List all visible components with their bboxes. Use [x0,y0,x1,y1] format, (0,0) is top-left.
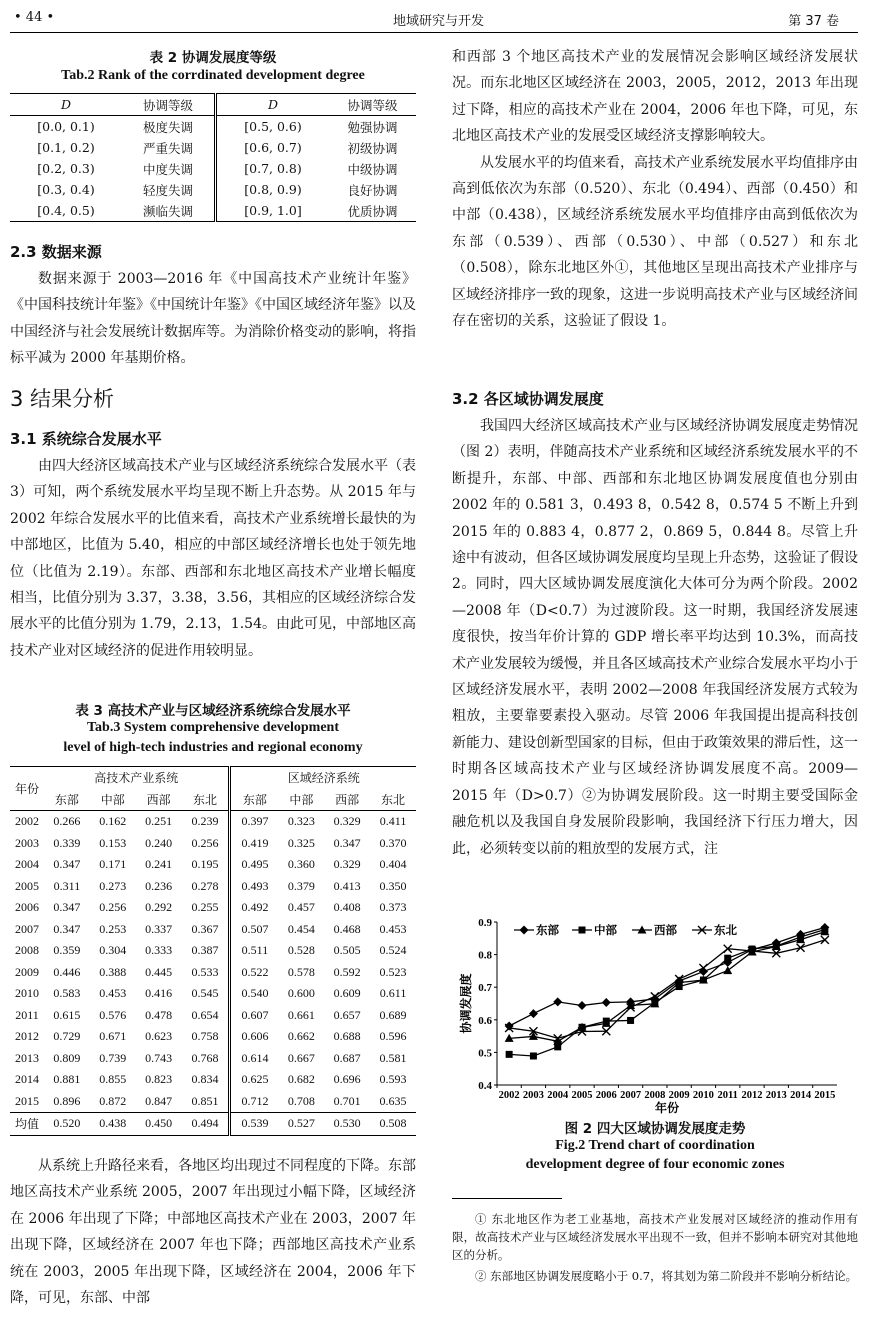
value-cell: 0.493 [230,876,278,898]
table2-caption-cn: 表 2 协调发展度等级 [149,50,277,66]
value-cell: 0.347 [53,921,81,936]
table3-caption-cn: 表 3 高技术产业与区域经济系统综合发展水平 [75,703,351,719]
table2 [10,93,416,222]
value-cell: 0.370 [379,835,407,850]
value-cell: 0.662 [287,1029,315,1044]
value-cell: 0.540 [230,983,278,1005]
value-cell: 0.347 [53,857,81,872]
paragraph: 从发展水平的均值来看，高技术产业系统发展水平均值排序由高到低依次为东部（0.520）、东北（0.494）、西部（0.450）和中部（0.438），区域经济系统发展水平均值排序由高到低依次为东部（0.539）、西部（0.530）、中部（0.527）和东北（0.508），除东北地区外①，其他地区呈现出高技术产业排序与区域经济排序一致的现象，这进一步说明高技术产业与区域经济间存在密切的关系，这验证了假设 1。 [452,154,858,330]
year-cell: 均值 [14,1117,39,1132]
range-cell: [0.1, 0.2) [37,140,95,155]
range-cell: [0.9, 1.0] [216,200,330,222]
value-cell: 0.533 [191,964,219,979]
x-tick-label: 2011 [717,1090,738,1101]
table3-caption-en: level of high-tech industries and regional economy [63,740,363,755]
value-cell: 0.896 [53,1093,81,1108]
table-row [10,137,416,158]
value-cell: 0.581 [379,1050,407,1065]
table-row [10,811,416,833]
year-cell: 2005 [15,878,39,893]
year-cell: 2004 [15,857,39,872]
table-row [10,1048,416,1070]
value-cell: 0.445 [145,964,173,979]
value-cell: 0.511 [230,940,278,962]
value-cell: 0.520 [53,1116,81,1131]
value-cell: 0.337 [145,921,173,936]
value-cell: 0.416 [145,986,173,1001]
value-cell: 0.696 [333,1072,361,1087]
value-cell: 0.273 [99,878,127,893]
value-cell: 0.453 [99,986,127,1001]
value-cell: 0.528 [287,943,315,958]
table2-header-level: 协调等级 [142,97,193,113]
value-cell: 0.708 [287,1093,315,1108]
value-cell: 0.729 [53,1029,81,1044]
x-tick-label: 2006 [595,1090,617,1101]
level-cell: 濒临失调 [142,203,193,219]
legend-label: 东部 [536,923,559,937]
section-3-heading: 3 结果分析 [10,387,115,411]
section-2-3-heading: 2.3 数据来源 [10,243,102,261]
range-cell: [0.8, 0.9) [216,179,330,200]
value-cell: 0.339 [53,835,81,850]
figure2-caption-cn: 图 2 四大区域协调发展度走势 [564,1121,746,1137]
range-cell: [0.6, 0.7) [216,137,330,158]
year-cell: 2011 [15,1007,39,1022]
section-3-2-body [452,413,858,862]
table-row [10,919,416,941]
value-cell: 0.171 [99,857,127,872]
year-cell: 2003 [15,835,39,850]
year-cell: 2008 [15,943,39,958]
value-cell: 0.329 [333,814,361,829]
section-3-1-heading: 3.1 系统综合发展水平 [10,430,162,448]
table-row [10,833,416,855]
value-cell: 0.524 [379,943,407,958]
range-cell: [0.4, 0.5) [37,203,95,218]
value-cell: 0.809 [53,1050,81,1065]
region-header: 东部 [230,789,278,811]
value-cell: 0.251 [145,814,173,829]
table-row [10,1026,416,1048]
level-cell: 中度失调 [142,161,193,177]
value-cell: 0.592 [333,964,361,979]
value-cell: 0.404 [379,857,407,872]
level-cell: 轻度失调 [142,182,193,198]
value-cell: 0.855 [99,1072,127,1087]
value-cell: 0.689 [379,1007,407,1022]
value-cell: 0.623 [145,1029,173,1044]
value-cell: 0.408 [333,900,361,915]
value-cell: 0.240 [145,835,173,850]
x-tick-label: 2010 [692,1090,714,1101]
value-cell: 0.413 [333,878,361,893]
value-cell: 0.712 [230,1091,278,1113]
value-cell: 0.387 [191,943,219,958]
value-cell: 0.635 [379,1093,407,1108]
value-cell: 0.596 [379,1029,407,1044]
value-cell: 0.367 [191,921,219,936]
value-cell: 0.625 [230,1069,278,1091]
value-cell: 0.373 [379,900,407,915]
data-point [553,997,562,1006]
value-cell: 0.682 [287,1072,315,1087]
x-tick-label: 2015 [814,1090,836,1101]
year-cell: 2002 [15,814,39,829]
region-header: 东北 [193,792,218,807]
value-cell: 0.454 [287,921,315,936]
value-cell: 0.607 [230,1005,278,1027]
data-point [505,1021,514,1030]
region-header: 西部 [146,792,171,807]
value-cell: 0.615 [53,1007,81,1022]
level-cell: 优质协调 [347,203,398,219]
table-row [10,876,416,898]
range-cell: [0.7, 0.8) [216,158,330,179]
figure2-line-chart [452,912,858,1117]
range-cell: [0.5, 0.6) [216,116,330,138]
value-cell: 0.347 [53,900,81,915]
table3-group-economy: 区域经济系统 [230,767,416,789]
x-tick-label: 2009 [668,1090,690,1101]
value-cell: 0.654 [191,1007,219,1022]
value-cell: 0.768 [191,1050,219,1065]
x-tick-label: 2007 [620,1090,642,1101]
region-header: 西部 [335,792,360,807]
value-cell: 0.494 [191,1116,219,1131]
value-cell: 0.743 [145,1050,173,1065]
level-cell: 极度失调 [142,119,193,135]
value-cell: 0.411 [379,814,407,829]
year-cell: 2013 [15,1050,39,1065]
value-cell: 0.347 [333,835,361,850]
legend-label: 东北 [714,923,737,937]
footnote-1: ① 东北地区作为老工业基地，高技术产业发展对区域经济的推动作用有限，故高技术产业与区域经济发展水平出现不一致，但并不影响本研究对其他地区的分析。 [452,1212,858,1262]
value-cell: 0.450 [145,1116,173,1131]
paragraph: 从系统上升路径来看，各地区均出现过不同程度的下降。东部地区高技术产业系统 2005，2007 年出现过小幅下降，区域经济在 2006 年出现了下降；中部地区高技术产业在 2003，2007 年出现下降，区域经济在 2007 年也下降；西部地区高技术产业系统在 2003，2005 年出现下降，区域经济在 2004，2006 年下降，可见，东部、中部 [10,1158,416,1307]
level-cell: 勉强协调 [347,119,398,135]
level-cell: 严重失调 [142,140,193,156]
range-cell: [0.0, 0.1) [37,119,95,134]
range-cell: [0.2, 0.3) [37,161,95,176]
value-cell: 0.758 [191,1029,219,1044]
data-point [529,1032,538,1040]
value-cell: 0.530 [333,1116,361,1131]
value-cell: 0.457 [287,900,315,915]
value-cell: 0.701 [333,1093,361,1108]
footnote-2: ② 东部地区协调发展度略小于 0.7，将其划为第二阶段并不影响分析结论。 [475,1269,858,1283]
table-row [10,897,416,919]
value-cell: 0.505 [333,943,361,958]
data-point [821,936,829,944]
level-cell: 中级协调 [347,161,398,177]
value-cell: 0.583 [53,986,81,1001]
legend-marker [520,926,529,935]
section-3-1-body [10,453,416,664]
x-tick-label: 2008 [644,1090,666,1101]
x-tick-label: 2013 [765,1090,787,1101]
value-cell: 0.881 [53,1072,81,1087]
paragraph: 由四大经济区域高技术产业与区域经济系统综合发展水平（表 3）可知，两个系统发展水平均呈现不断上升态势。从 2015 年与 2002 年综合发展水平的比值来看，高技术产业系统增长最快的为中部地区，比值为 5.40，相应的中部区域经济增长也处于领先地位（比值为 2.19）。东部、西部和东北地区高技术产业增长幅度相当，比值分别为 3.37，3.38，3.56，其相应的区域经济综合发展水平的比值分别为 1.79，2.13，1.54。由此可见，中部地区高技术产业对区域经济的促进作用较明显。 [10,458,416,659]
value-cell: 0.359 [53,943,81,958]
value-cell: 0.333 [145,943,173,958]
table-row [10,940,416,962]
year-cell: 2007 [15,921,39,936]
value-cell: 0.492 [230,897,278,919]
value-cell: 0.508 [379,1116,407,1131]
value-cell: 0.304 [99,943,127,958]
table-row [10,983,416,1005]
legend-marker [579,927,586,934]
table2-header-level: 协调等级 [347,97,398,113]
table2-header-d: D [216,94,330,116]
year-cell: 2009 [15,964,39,979]
year-cell: 2006 [15,900,39,915]
table3-header-year: 年份 [10,767,44,811]
value-cell: 0.606 [230,1026,278,1048]
table-row [10,1113,416,1136]
value-cell: 0.350 [379,878,407,893]
data-point [578,1001,587,1010]
value-cell: 0.239 [191,814,219,829]
value-cell: 0.523 [379,964,407,979]
section-3-2-heading: 3.2 各区域协调发展度 [452,390,604,408]
y-tick-label: 0.6 [478,1014,492,1027]
data-point [529,1009,538,1018]
section-2-3-body [10,266,416,372]
table-row [10,1005,416,1027]
volume-label: 第 37 卷 [788,14,839,29]
table-row [10,158,416,179]
data-point [724,955,731,962]
y-axis-label: 协调发展度 [459,973,473,1034]
value-cell: 0.311 [53,878,81,893]
paragraph: 数据来源于 2003—2016 年《中国高技术产业统计年鉴》《中国科技统计年鉴》《中国统计年鉴》《中国区域经济年鉴》以及中国经济与社会发展统计数据库等。为消除价格变动的影响，将指标平减为 2000 年基期价格。 [10,271,416,367]
region-header: 东北 [381,792,406,807]
table-row [10,854,416,876]
value-cell: 0.593 [379,1072,407,1087]
year-cell: 2015 [15,1093,39,1108]
value-cell: 0.379 [287,878,315,893]
table-row [10,179,416,200]
value-cell: 0.468 [333,921,361,936]
x-tick-label: 2012 [741,1090,763,1101]
y-tick-label: 0.9 [478,917,492,929]
x-tick-label: 2002 [498,1090,520,1101]
value-cell: 0.688 [333,1029,361,1044]
value-cell: 0.256 [99,900,127,915]
value-cell: 0.578 [287,964,315,979]
value-cell: 0.256 [191,835,219,850]
value-cell: 0.614 [230,1048,278,1070]
value-cell: 0.495 [230,854,278,876]
value-cell: 0.329 [333,857,361,872]
value-cell: 0.162 [99,814,127,829]
journal-title: 地域研究与开发 [392,14,484,29]
data-point [506,1051,513,1058]
data-point [723,966,732,974]
table-row [10,962,416,984]
value-cell: 0.657 [333,1007,361,1022]
value-cell: 0.388 [99,964,127,979]
value-cell: 0.834 [191,1072,219,1087]
value-cell: 0.236 [145,878,173,893]
value-cell: 0.266 [53,814,81,829]
region-header: 东部 [54,792,79,807]
value-cell: 0.527 [287,1116,315,1131]
x-tick-label: 2003 [522,1090,544,1101]
value-cell: 0.438 [99,1116,127,1131]
value-cell: 0.323 [287,814,315,829]
table2-header-d: D [60,97,72,112]
data-point [530,1052,537,1059]
value-cell: 0.255 [191,900,219,915]
header-rule [10,32,858,33]
table3 [10,766,416,1136]
table3-caption-en: Tab.3 System comprehensive development [87,720,339,735]
y-tick-label: 0.5 [478,1047,492,1060]
figure2-caption-en: development degree of four economic zones [525,1157,785,1172]
table-row [10,200,416,222]
value-cell: 0.397 [230,811,278,833]
value-cell: 0.739 [99,1050,127,1065]
legend-label: 西部 [654,923,677,937]
value-cell: 0.611 [379,986,407,1001]
y-tick-label: 0.8 [478,949,492,962]
value-cell: 0.278 [191,878,219,893]
value-cell: 0.446 [53,964,81,979]
value-cell: 0.847 [145,1093,173,1108]
value-cell: 0.253 [99,921,127,936]
value-cell: 0.600 [287,986,315,1001]
value-cell: 0.823 [145,1072,173,1087]
value-cell: 0.360 [287,857,315,872]
level-cell: 良好协调 [347,182,398,198]
table-row [10,1069,416,1091]
value-cell: 0.195 [191,857,219,872]
value-cell: 0.325 [287,835,315,850]
x-axis-label: 年份 [654,1101,680,1115]
year-cell: 2012 [15,1029,39,1044]
region-header: 中部 [289,792,314,807]
value-cell: 0.609 [333,986,361,1001]
value-cell: 0.153 [99,835,127,850]
paragraph: 我国四大经济区域高技术产业与区域经济协调发展度走势情况（图 2）表明，伴随高技术产业系统和区域经济系统发展水平的不断提升，东部、中部、西部和东北地区协调发展度值也分别由 2002 年的 0.581 3，0.493 8，0.542 8，0.574 5 不断上升到 2015 年的 0.883 4，0.877 2，0.869 5，0.844 8。尽管上升途中有波动，但各区域协调发展度均呈现上升态势，这验证了假设 2。同时，四大区域协调发展度演化大体可分为两个阶段。2002—2008 年（D<0.7）为过渡阶段。这一时期，我国经济发展速度很快，按当年价计算的 GDP 增长率平均达到 10.3%，而高技术产业发展较为缓慢，并且各区域高技术产业综合发展水平均小于区域经济发展水平，表明 2002—2008 年我国经济发展方式较为粗放，主要靠要素投入驱动。尽管 2006 年我国提出提高科技创新能力、建设创新型国家的目标，但由于政策效果的滞后性，这一时期各区域高技术产业与区域经济协调发展度不高。2009—2015 年（D>0.7）②为协调发展阶段。这一时期主要受国际金融危机以及我国自身发展阶段影响，我国经济下行压力增大，因此，必须转变以前的粗放型的发展方式，注 [452,418,858,857]
table-row [10,1091,416,1113]
value-cell: 0.576 [99,1007,127,1022]
value-cell: 0.419 [230,833,278,855]
right-top-body [452,44,858,334]
level-cell: 初级协调 [347,140,398,156]
figure2-caption-en: Fig.2 Trend chart of coordination [555,1138,755,1153]
value-cell: 0.671 [99,1029,127,1044]
region-header: 中部 [100,792,125,807]
value-cell: 0.667 [287,1050,315,1065]
value-cell: 0.522 [230,962,278,984]
value-cell: 0.872 [99,1093,127,1108]
year-cell: 2014 [15,1072,39,1087]
value-cell: 0.687 [333,1050,361,1065]
y-tick-label: 0.7 [478,982,492,995]
data-point [627,1017,634,1024]
x-tick-label: 2004 [547,1090,569,1101]
x-tick-label: 2005 [571,1090,593,1101]
value-cell: 0.292 [145,900,173,915]
value-cell: 0.478 [145,1007,173,1022]
paragraph: 和西部 3 个地区高技术产业的发展情况会影响区域经济发展状况。而东北地区区域经济在 2003，2005，2012，2013 年出现过下降，相应的高技术产业在 2004，2006 年也下降，可见，东北地区高技术产业的发展受区域经济支撑影响较大。 [452,49,858,145]
value-cell: 0.453 [379,921,407,936]
value-cell: 0.539 [230,1113,278,1136]
page-number: • 44 • [14,10,55,25]
left-bottom-body [10,1153,416,1311]
value-cell: 0.851 [191,1093,219,1108]
footnote-rule [452,1198,562,1199]
range-cell: [0.3, 0.4) [37,182,95,197]
value-cell: 0.241 [145,857,173,872]
table3-group-hightech: 高技术产业系统 [94,771,179,786]
value-cell: 0.661 [287,1007,315,1022]
table2-caption-en: Tab.2 Rank of the corrdinated development degree [61,68,365,83]
x-tick-label: 2014 [790,1090,812,1101]
value-cell: 0.507 [230,919,278,941]
table-row [10,116,416,138]
y-tick-label: 0.4 [478,1080,492,1092]
year-cell: 2010 [15,986,39,1001]
value-cell: 0.545 [191,986,219,1001]
legend-label: 中部 [594,923,617,937]
data-point [602,998,611,1007]
